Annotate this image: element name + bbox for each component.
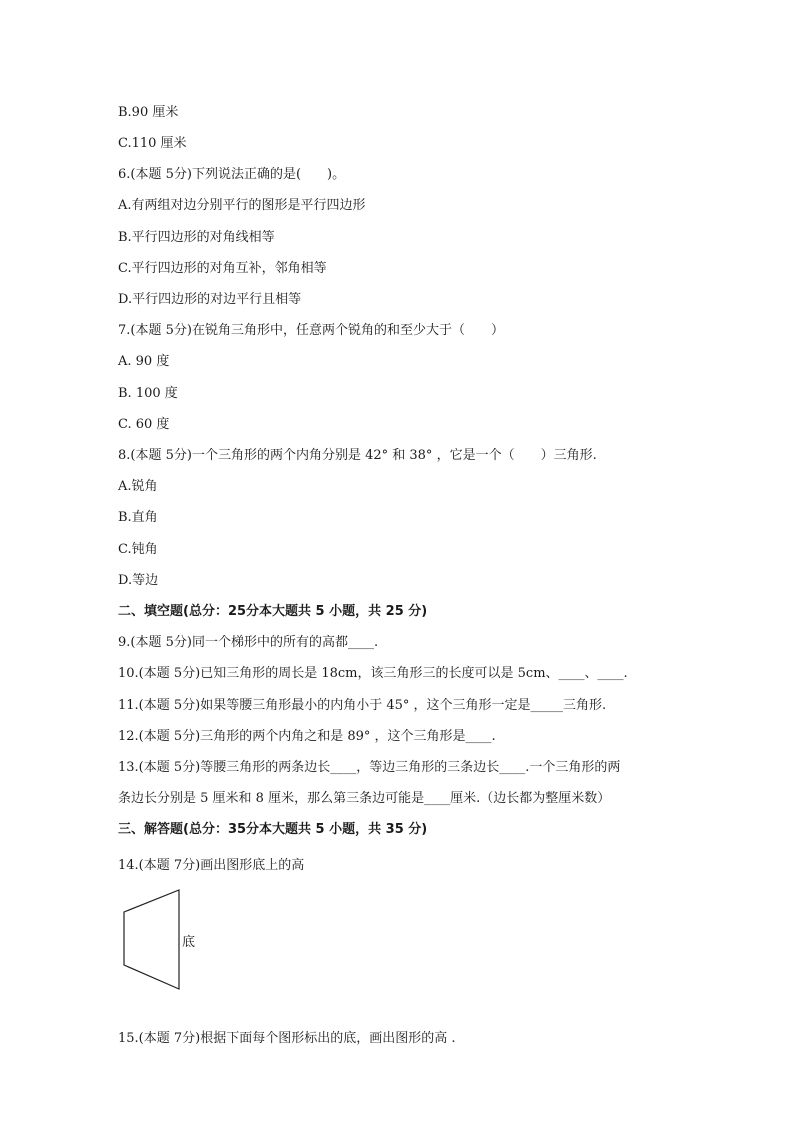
option-7b: B. 100 度	[118, 386, 178, 401]
option-8d: D.等边	[118, 573, 159, 588]
question-6: 6.(本题 5分)下列说法正确的是( )。	[118, 167, 346, 182]
option-7a: A. 90 度	[118, 354, 170, 369]
option-5b: B.90 厘米	[118, 105, 179, 120]
question-11: 11.(本题 5分)如果等腰三角形最小的内角小于 45° ，这个三角形一定是_____三角形.	[118, 698, 607, 713]
option-8a: A.锐角	[118, 479, 158, 494]
option-6a: A.有两组对边分别平行的图形是平行四边形	[118, 198, 366, 213]
option-8c: C.钝角	[118, 542, 158, 557]
section-heading-fill-in: 二、填空题(总分：25分本大题共 5 小题，共 25 分)	[118, 604, 428, 619]
question-8: 8.(本题 5分)一个三角形的两个内角分别是 42° 和 38° ，它是一个（ ）三角形.	[118, 448, 597, 463]
base-label: 底	[182, 935, 196, 950]
question-13: 13.(本题 5分)等腰三角形的两条边长____，等边三角形的三条边长____.一个三角形的两	[118, 760, 621, 775]
option-6b: B.平行四边形的对角线相等	[118, 230, 275, 245]
question-13-continued: 条边长分别是 5 厘米和 8 厘米，那么第三条边可能是____厘米.（边长都为整厘米数）	[118, 791, 611, 806]
question-12: 12.(本题 5分)三角形的两个内角之和是 89° ，这个三角形是____.	[118, 729, 496, 744]
option-5c: C.110 厘米	[118, 136, 187, 151]
question-15: 15.(本题 7分)根据下面每个图形标出的底，画出图形的高 .	[118, 1031, 456, 1046]
section-heading-solve: 三、解答题(总分：35分本大题共 5 小题，共 35 分)	[118, 822, 428, 837]
question-10: 10.(本题 5分)已知三角形的周长是 18cm，该三角形三的长度可以是 5cm、____、____.	[118, 666, 628, 681]
option-6d: D.平行四边形的对边平行且相等	[118, 292, 302, 307]
question-9: 9.(本题 5分)同一个梯形中的所有的高都____.	[118, 635, 379, 650]
option-8b: B.直角	[118, 510, 158, 525]
option-6c: C.平行四边形的对角互补，邻角相等	[118, 261, 327, 276]
question-14: 14.(本题 7分)画出图形底上的高	[118, 858, 305, 873]
trapezoid-shape	[124, 890, 179, 989]
option-7c: C. 60 度	[118, 417, 170, 432]
question-7: 7.(本题 5分)在锐角三角形中，任意两个锐角的和至少大于（ ）	[118, 323, 504, 338]
